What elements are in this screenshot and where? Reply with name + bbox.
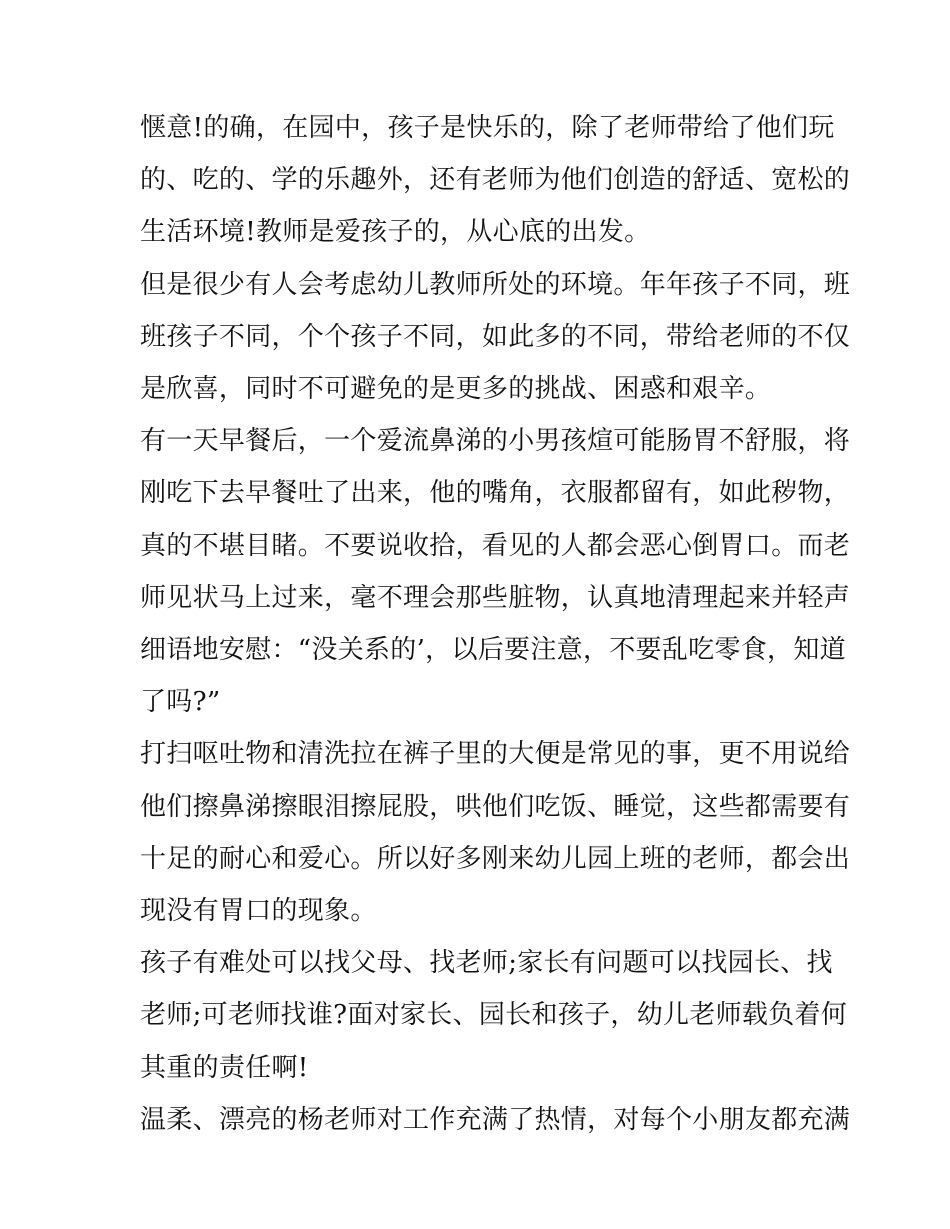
- text-line: 惬意!的确，在园中，孩子是快乐的，除了老师带给了他们玩: [140, 113, 835, 143]
- text-line: 孩子有难处可以找父母、找老师;家长有问题可以找园长、找: [140, 948, 833, 979]
- text-line: 但是很少有人会考虑幼儿教师所处的环境。年年孩子不同，班: [140, 269, 851, 300]
- text-line: 其重的责任啊!: [140, 1052, 309, 1083]
- text-line: 十足的耐心和爱心。所以好多刚来幼儿园上班的老师，都会出: [140, 843, 851, 874]
- text-line: 打扫呕吐物和清洗拉在裤子里的大便是常见的事，更不用说给: [140, 739, 851, 770]
- text-line: 师见状马上过来，毫不理会那些脏物，认真地清理起来并轻声: [140, 582, 851, 613]
- text-line: 细语地安慰：“没关系的’，以后要注意，不要乱吃零食，知道: [140, 635, 846, 666]
- text-line: 真的不堪目睹。不要说收拾，看见的人都会恶心倒胃口。而老: [140, 530, 851, 561]
- text-line: 班孩子不同，个个孩子不同，如此多的不同，带给老师的不仅: [140, 321, 851, 352]
- text-line: 了吗?”: [140, 687, 221, 718]
- text-line: 有一天早餐后，一个爱流鼻涕的小男孩煊可能肠胃不舒服，将: [140, 426, 851, 457]
- text-line: 刚吃下去早餐吐了出来，他的嘴角，衣服都留有，如此秽物，: [140, 478, 851, 509]
- text-line: 老师;可老师找谁?面对家长、园长和孩子，幼儿老师载负着何: [140, 1000, 848, 1031]
- body-text: [140, 102, 851, 1146]
- text-line: 温柔、漂亮的杨老师对工作充满了热情，对每个小朋友都充满: [140, 1104, 851, 1135]
- text-line: 生活环境!教师是爱孩子的，从心底的出发。: [140, 217, 651, 248]
- text-line: 他们擦鼻涕擦眼泪擦屁股，哄他们吃饭、睡觉，这些都需要有: [140, 791, 851, 822]
- text-line: 的、吃的、学的乐趣外，还有老师为他们创造的舒适、宽松的: [140, 165, 851, 196]
- text-line: 是欣喜，同时不可避免的是更多的挑战、困惑和艰辛。: [140, 374, 772, 405]
- text-line: 现没有胃口的现象。: [140, 896, 377, 927]
